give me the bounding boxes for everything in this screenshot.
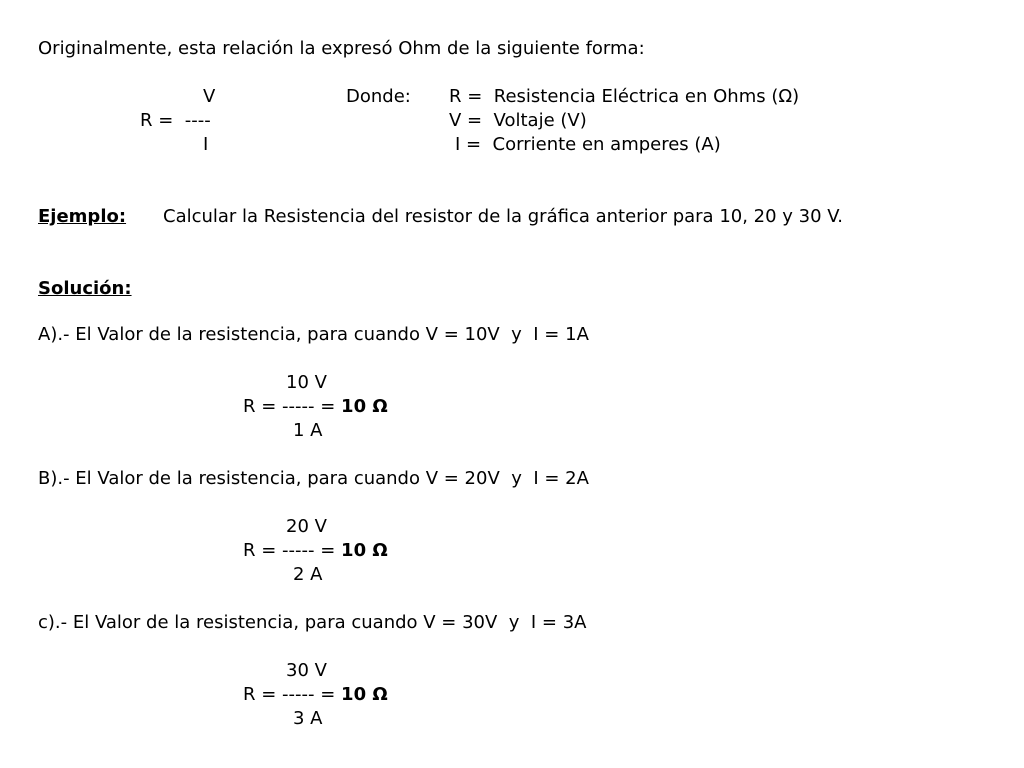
case-equation [243,684,388,706]
case-result: 10 Ω [341,684,388,705]
case-result: 10 Ω [341,540,388,561]
case-denominator: 1 A [293,420,323,441]
case-equation [243,540,388,562]
formula-lhs: R = ---- [140,110,211,131]
case-equation [243,396,388,418]
donde-label: Donde: [346,86,411,107]
formula-denominator: I [203,134,209,155]
example-text: Calcular la Resistencia del resistor de la gráfica anterior para 10, 20 y 30 V. [163,206,844,227]
definition-resistance: R = Resistencia Eléctrica en Ohms (Ω) [449,86,800,107]
case-denominator: 2 A [293,564,323,585]
case-result: 10 Ω [341,396,388,417]
formula-numerator: V [203,86,216,107]
definition-voltage: V = Voltaje (V) [449,110,587,131]
case-statement: B).- El Valor de la resistencia, para cuando V = 20V y I = 2A [38,468,589,489]
case-numerator: 10 V [286,372,327,393]
case-statement: A).- El Valor de la resistencia, para cuando V = 10V y I = 1A [38,324,589,345]
case-numerator: 20 V [286,516,327,537]
case-denominator: 3 A [293,708,323,729]
case-equation-text: R = ----- = [243,396,342,417]
case-equation-text: R = ----- = [243,684,342,705]
intro-text: Originalmente, esta relación la expresó Ohm de la siguiente forma: [38,38,645,59]
example-label: Ejemplo: [38,206,127,227]
case-numerator: 30 V [286,660,327,681]
case-statement: c).- El Valor de la resistencia, para cuando V = 30V y I = 3A [38,612,587,633]
solution-label: Solución: [38,278,132,299]
case-equation-text: R = ----- = [243,540,342,561]
definition-current: I = Corriente en amperes (A) [455,134,721,155]
